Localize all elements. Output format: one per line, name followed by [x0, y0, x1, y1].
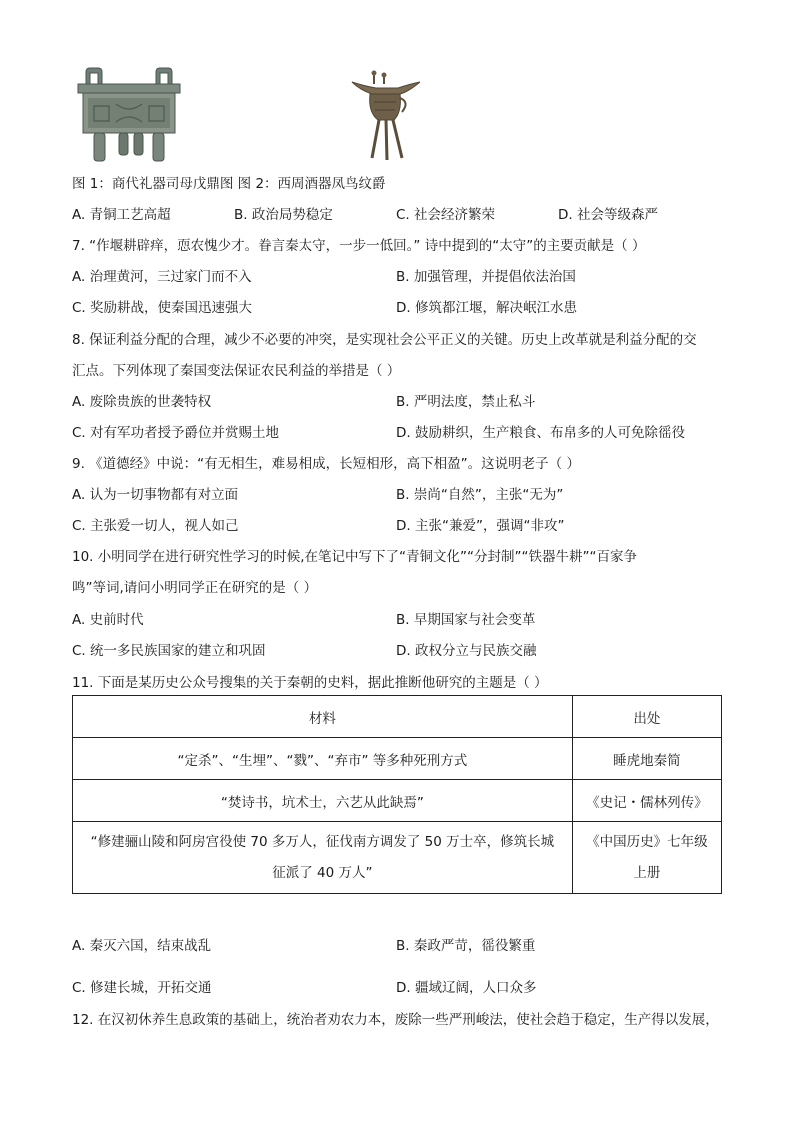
q8-option-d[interactable]: D. 鼓励耕织，生产粮食、布帛多的人可免除徭役 [396, 425, 685, 441]
table-row [73, 780, 722, 822]
q7-option-b[interactable]: B. 加强管理，并提倡依法治国 [396, 269, 576, 285]
q10-stem-line2: 鸣”等词,请问小明同学正在研究的是（ ） [72, 580, 318, 596]
table-cell-source: 睡虎地秦简 [572, 738, 721, 780]
q8-option-a[interactable]: A. 废除贵族的世袭特权 [72, 394, 212, 410]
ding-bronze-image [74, 66, 184, 166]
q8-stem-line2: 汇点。下列体现了秦国变法保证农民利益的举措是（ ） [72, 363, 401, 379]
q10-option-b[interactable]: B. 早期国家与社会变革 [396, 612, 536, 628]
q10-option-d[interactable]: D. 政权分立与民族交融 [396, 643, 537, 659]
table-row [73, 822, 722, 894]
q10-option-a[interactable]: A. 史前时代 [72, 612, 144, 628]
q11-option-d[interactable]: D. 疆域辽阔，人口众多 [396, 980, 537, 996]
q6-option-b[interactable]: B. 政治局势稳定 [234, 207, 333, 223]
table-cell-source: 《史记・儒林列传》 [572, 780, 721, 822]
q7-stem: 7. “作堰耕辟痒，恧农愧少才。眷言秦太守，一步一低回。” 诗中提到的“太守”的主要贡献是（ ） [72, 238, 646, 254]
q9-option-b[interactable]: B. 崇尚“自然”，主张“无为” [396, 487, 564, 503]
source-line: 上册 [633, 864, 661, 881]
q6-option-d[interactable]: D. 社会等级森严 [558, 207, 658, 223]
table-row [73, 738, 722, 780]
q6-option-c[interactable]: C. 社会经济繁荣 [396, 207, 496, 223]
q8-option-b[interactable]: B. 严明法度，禁止私斗 [396, 394, 536, 410]
jue-bronze-image [348, 70, 424, 162]
figure-caption: 图 1：商代礼器司母戊鼎图 图 2：西周酒器凤鸟纹爵 [72, 176, 386, 192]
q7-option-d[interactable]: D. 修筑都江堰，解决岷江水患 [396, 300, 577, 316]
q8-stem-line1: 8. 保证利益分配的合理，减少不必要的冲突，是实现社会公平正义的关键。历史上改革就是利益分配的交 [72, 332, 697, 348]
source-line: 《中国历史》七年级 [586, 833, 708, 850]
material-line: “修建骊山陵和阿房宫役使 70 多万人，征伐南方调发了 50 万士卒，修筑长城 [90, 833, 555, 850]
q8-option-c[interactable]: C. 对有军功者授予爵位并赏赐土地 [72, 425, 280, 441]
q10-stem-line1: 10. 小明同学在进行研究性学习的时候,在笔记中写下了“青铜文化”“分封制”“铁器牛耕”“百家争 [72, 549, 638, 565]
q11-stem: 11. 下面是某历史公众号搜集的关于秦朝的史料，据此推断他研究的主题是（ ） [72, 675, 548, 691]
q9-stem: 9. 《道德经》中说：“有无相生，难易相成，长短相形，高下相盈”。这说明老子（ ） [72, 456, 580, 472]
table-header-source: 出处 [572, 696, 721, 738]
q7-option-c[interactable]: C. 奖励耕战，使秦国迅速强大 [72, 300, 253, 316]
q11-option-a[interactable]: A. 秦灭六国，结束战乱 [72, 938, 212, 954]
q6-option-a[interactable]: A. 青铜工艺高超 [72, 207, 171, 223]
q11-option-b[interactable]: B. 秦政严苛，徭役繁重 [396, 938, 536, 954]
q7-option-a[interactable]: A. 治理黄河，三过家门而不入 [72, 269, 252, 285]
table-cell-material: “定杀”、“生埋”、“戮”、“弃市” 等多种死刑方式 [73, 738, 573, 780]
q9-option-c[interactable]: C. 主张爱一切人，视人如己 [72, 518, 239, 534]
table-header-row [73, 696, 722, 738]
material-line: 征派了 40 万人” [272, 864, 373, 881]
q11-option-c[interactable]: C. 修建长城，开拓交通 [72, 980, 212, 996]
table-cell-material: “焚诗书，坑术士，六艺从此缺焉” [73, 780, 573, 822]
table-header-material: 材料 [73, 696, 573, 738]
q12-stem-line1: 12. 在汉初休养生息政策的基础上，统治者劝农力本，废除一些严刑峻法，使社会趋于稳定，生产得以发展， [72, 1012, 719, 1028]
table-cell-source [572, 822, 721, 894]
q9-option-d[interactable]: D. 主张“兼爱”，强调“非攻” [396, 518, 565, 534]
table-cell-material [73, 822, 573, 894]
source-table [72, 695, 722, 894]
q9-option-a[interactable]: A. 认为一切事物都有对立面 [72, 487, 239, 503]
q10-option-c[interactable]: C. 统一多民族国家的建立和巩固 [72, 643, 266, 659]
